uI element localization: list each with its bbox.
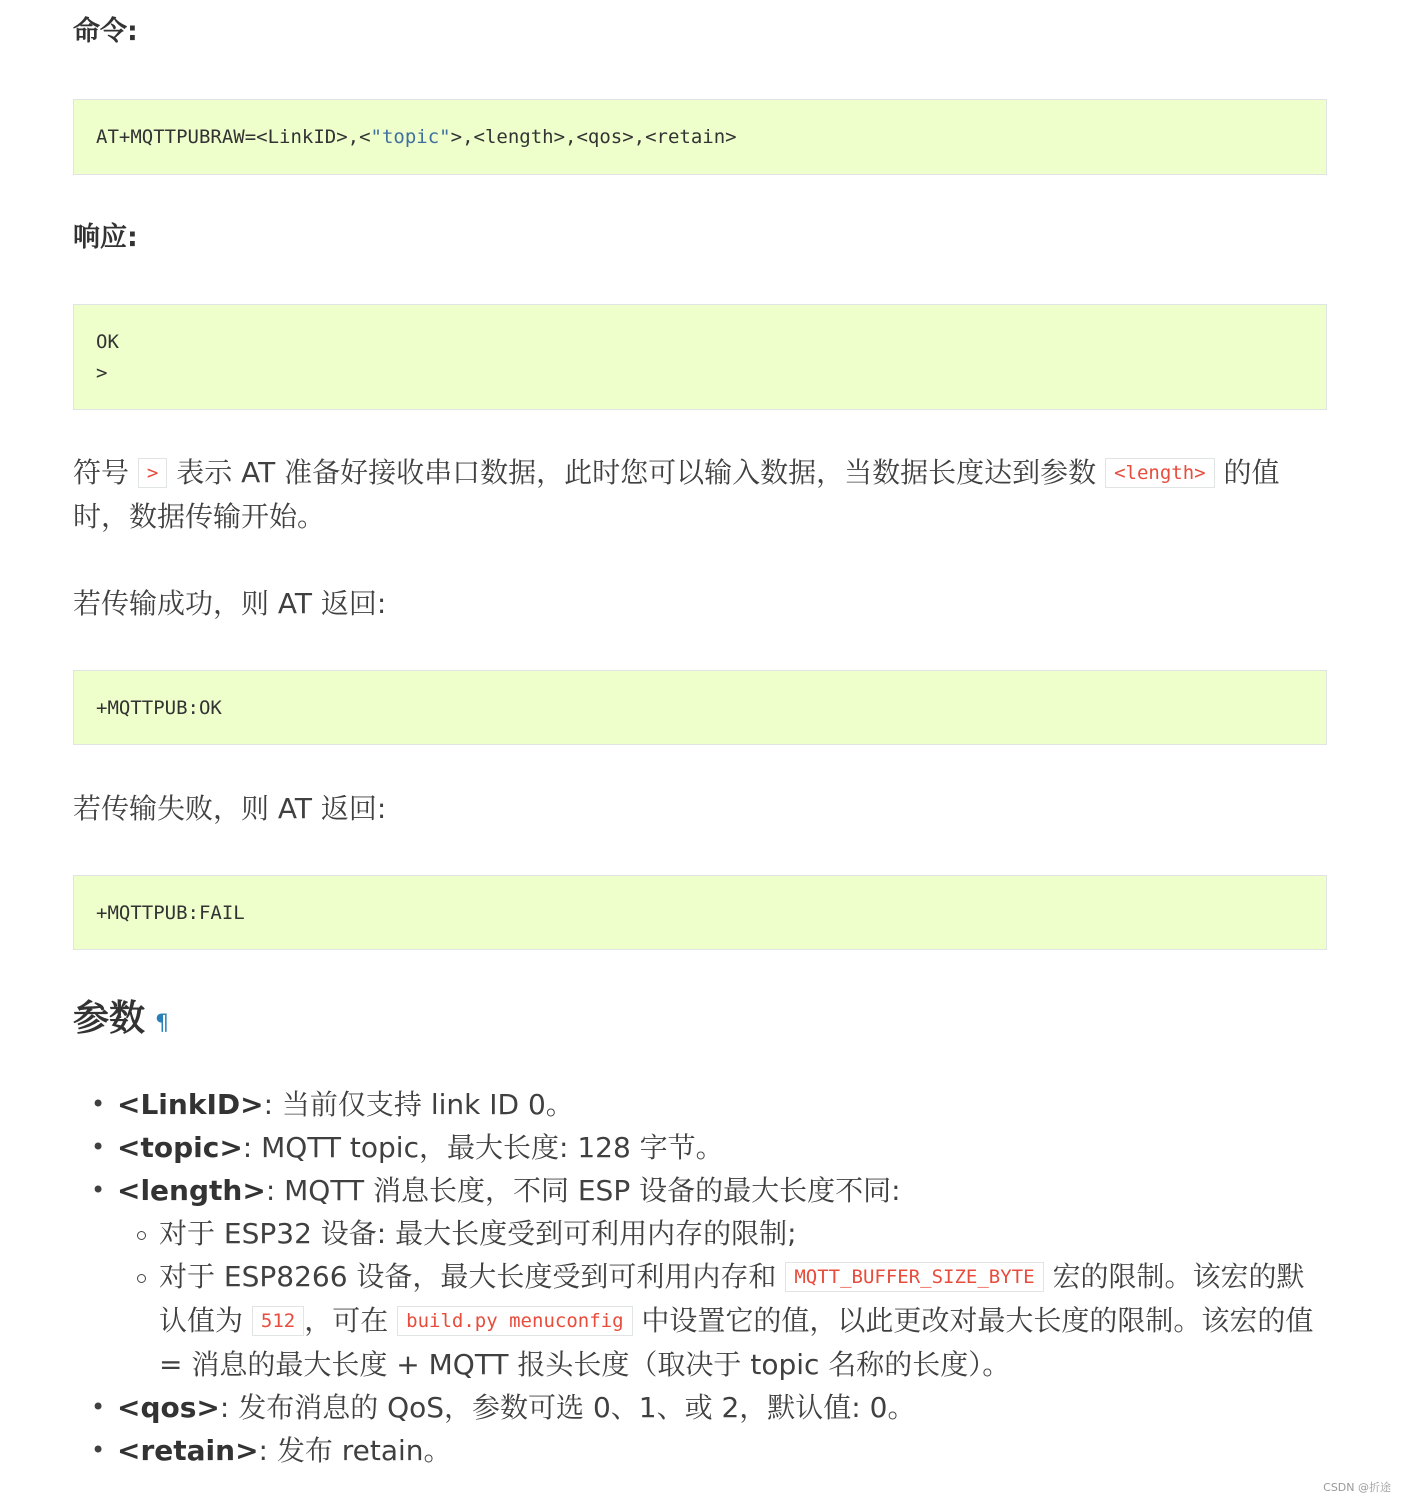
command-code-part2: >,<length>,<qos>,<retain> bbox=[450, 126, 737, 148]
command-code-string: "topic" bbox=[370, 126, 451, 148]
param-item-qos bbox=[73, 1386, 1327, 1429]
description-text-3: 的值时，数据传输开始。 bbox=[73, 456, 1280, 533]
length-sub-esp8266 bbox=[117, 1255, 1327, 1386]
length-sublist bbox=[117, 1212, 1327, 1386]
param-item-linkid bbox=[73, 1083, 1327, 1126]
params-permalink[interactable]: ¶ bbox=[155, 1011, 170, 1036]
param-name: <topic> bbox=[117, 1131, 243, 1164]
bullet-icon: • bbox=[91, 1436, 106, 1464]
param-desc: : 当前仅支持 link ID 0。 bbox=[263, 1088, 574, 1121]
param-desc: : 发布消息的 QoS，参数可选 0、1、或 2，默认值: 0。 bbox=[219, 1391, 916, 1424]
success-text: 若传输成功，则 AT 返回: bbox=[73, 587, 387, 620]
bullet-icon: • bbox=[91, 1176, 106, 1204]
params-heading bbox=[73, 997, 169, 1046]
param-item-length bbox=[73, 1169, 1327, 1386]
param-desc: : MQTT topic，最大长度: 128 字节。 bbox=[242, 1131, 724, 1164]
description-paragraph bbox=[73, 451, 1327, 539]
command-code-part1: AT+MQTTPUBRAW=<LinkID>,< bbox=[96, 126, 371, 148]
response-code-block: OK > bbox=[73, 304, 1327, 410]
param-name: <retain> bbox=[117, 1434, 259, 1467]
param-name: <LinkID> bbox=[117, 1088, 264, 1121]
params-list bbox=[73, 1083, 1327, 1472]
description-text-2: 表示 AT 准备好接收串口数据，此时您可以输入数据，当数据长度达到参数 bbox=[176, 456, 1097, 489]
sub-item-text: 对于 ESP8266 设备，最大长度受到可利用内存和 bbox=[159, 1260, 777, 1293]
description-text-1: 符号 bbox=[73, 456, 130, 489]
circle-bullet-icon bbox=[137, 1274, 146, 1283]
length-sub-esp32 bbox=[117, 1212, 1327, 1255]
param-desc: : MQTT 消息长度，不同 ESP 设备的最大长度不同: bbox=[265, 1174, 901, 1207]
param-item-retain bbox=[73, 1429, 1327, 1472]
response-label: 响应: bbox=[73, 222, 138, 253]
bullet-icon: • bbox=[91, 1393, 106, 1421]
param-desc: : 发布 retain。 bbox=[258, 1434, 452, 1467]
circle-bullet-icon bbox=[137, 1231, 146, 1240]
sub-item-text: 中设置它的值，以此更改对最大长度的限制。该宏的值 = 消息的最大长度 + MQTT 报头长度（取决于 topic 名称的长度）。 bbox=[159, 1304, 1314, 1381]
command-label: 命令: bbox=[73, 16, 138, 47]
inline-code-prompt: > bbox=[138, 458, 167, 488]
success-code-block: +MQTTPUB:OK bbox=[73, 670, 1327, 745]
inline-code-length: <length> bbox=[1105, 458, 1215, 488]
params-title-text: 参数 bbox=[73, 998, 146, 1039]
fail-text: 若传输失败，则 AT 返回: bbox=[73, 792, 387, 825]
inline-code-menuconfig: build.py menuconfig bbox=[397, 1306, 632, 1336]
fail-code-block: +MQTTPUB:FAIL bbox=[73, 875, 1327, 950]
command-code-block bbox=[73, 99, 1327, 175]
inline-code-512: 512 bbox=[252, 1306, 304, 1336]
sub-item-text: 宏的限制。该宏的默认值为 bbox=[159, 1260, 1305, 1337]
inline-code-buffer-size: MQTT_BUFFER_SIZE_BYTE bbox=[785, 1262, 1043, 1292]
bullet-icon: • bbox=[91, 1133, 106, 1161]
param-name: <qos> bbox=[117, 1391, 220, 1424]
watermark: CSDN @折途 bbox=[1323, 1481, 1391, 1494]
param-name: <length> bbox=[117, 1174, 266, 1207]
bullet-icon: • bbox=[91, 1090, 106, 1118]
sub-item-text: 对于 ESP32 设备: 最大长度受到可利用内存的限制; bbox=[159, 1217, 797, 1250]
param-item-topic bbox=[73, 1126, 1327, 1169]
sub-item-text: ，可在 bbox=[304, 1304, 389, 1337]
